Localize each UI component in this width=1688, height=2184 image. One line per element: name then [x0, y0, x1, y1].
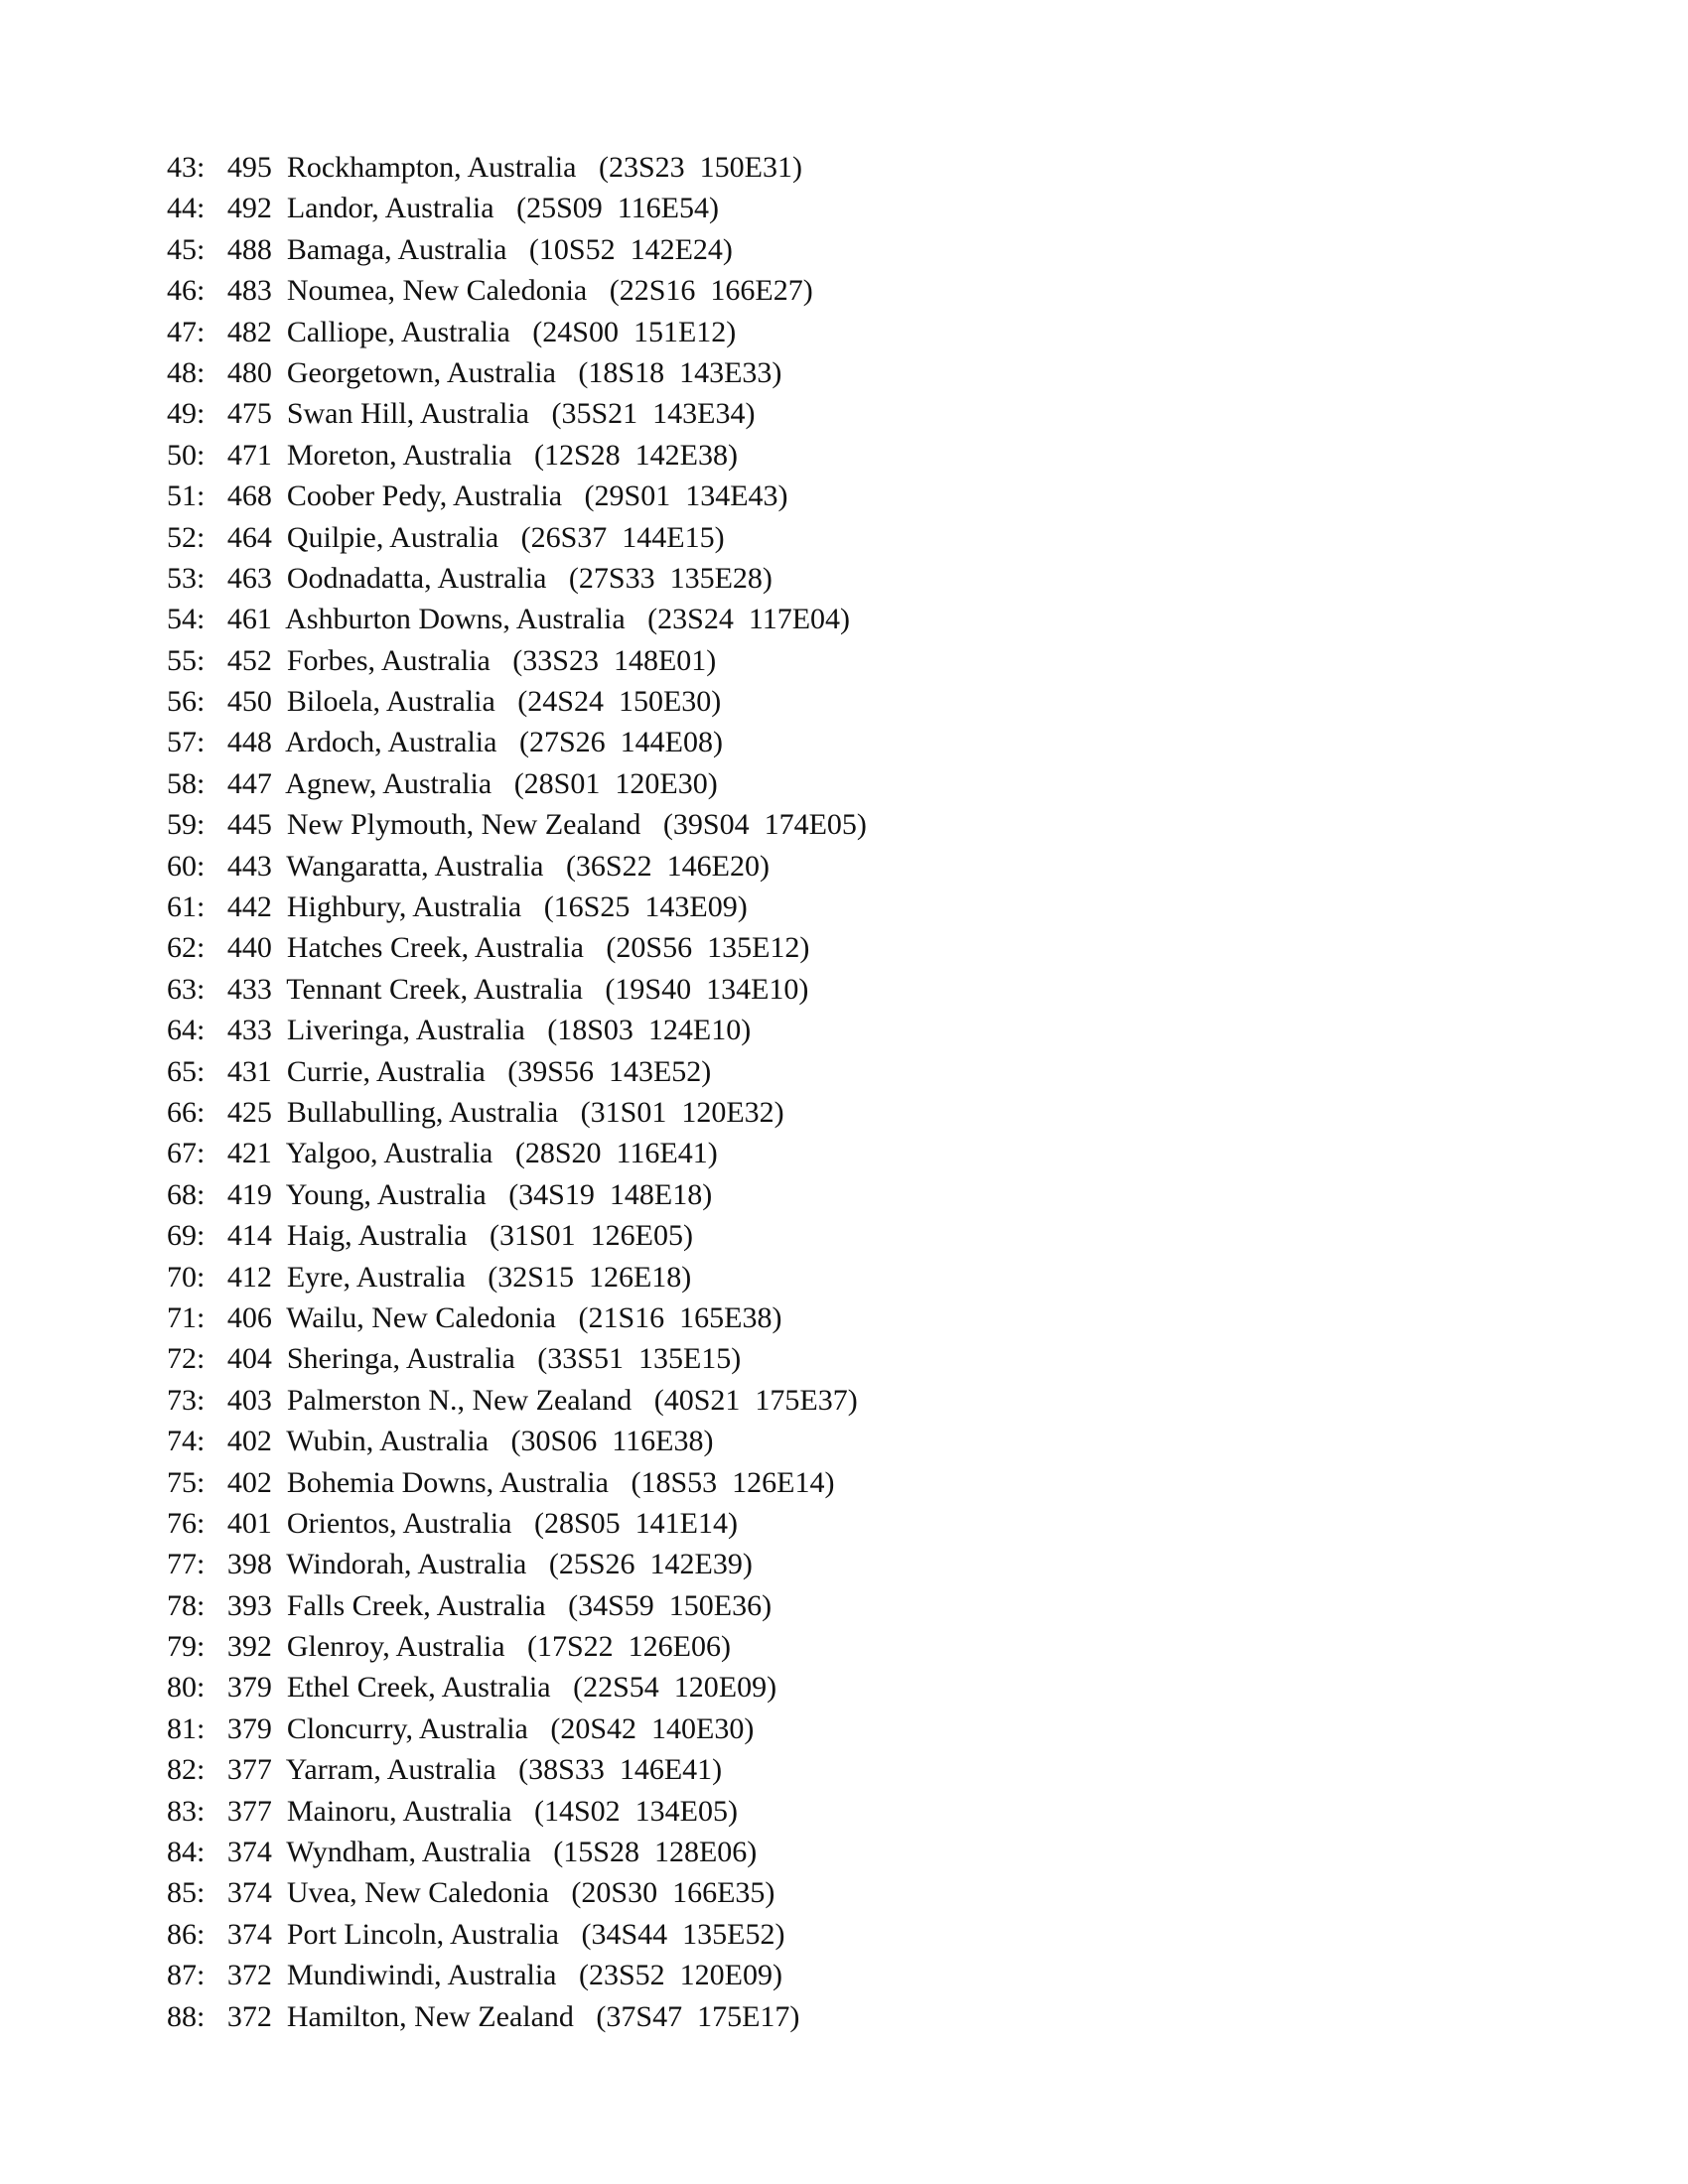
- list-item: 48: 480 Georgetown, Australia (18S18 143E33): [167, 355, 782, 389]
- list-item: 78: 393 Falls Creek, Australia (34S59 150E36): [167, 1588, 773, 1622]
- list-item: 45: 488 Bamaga, Australia (10S52 142E24): [167, 232, 733, 266]
- list-item: 59: 445 New Plymouth, New Zealand (39S04 174E05): [167, 808, 867, 842]
- location-list: [167, 147, 867, 2037]
- list-item: 61: 442 Highbury, Australia (16S25 143E09): [167, 890, 748, 924]
- list-item: 49: 475 Swan Hill, Australia (35S21 143E34): [167, 397, 756, 431]
- list-item: 43: 495 Rockhampton, Australia (23S23 150E31): [167, 151, 802, 184]
- list-item: 44: 492 Landor, Australia (25S09 116E54): [167, 192, 719, 225]
- list-item: 88: 372 Hamilton, New Zealand (37S47 175E17): [167, 1999, 800, 2033]
- list-item: 66: 425 Bullabulling, Australia (31S01 120E32): [167, 1095, 784, 1129]
- list-item: 60: 443 Wangaratta, Australia (36S22 146E20): [167, 849, 770, 883]
- list-item: 84: 374 Wyndham, Australia (15S28 128E06): [167, 1836, 758, 1869]
- list-item: 79: 392 Glenroy, Australia (17S22 126E06): [167, 1630, 731, 1664]
- list-item: 73: 403 Palmerston N., New Zealand (40S21 175E37): [167, 1383, 858, 1417]
- list-item: 57: 448 Ardoch, Australia (27S26 144E08): [167, 726, 723, 759]
- list-item: 81: 379 Cloncurry, Australia (20S42 140E30): [167, 1711, 755, 1745]
- list-item: 85: 374 Uvea, New Caledonia (20S30 166E35): [167, 1876, 775, 1910]
- list-item: 58: 447 Agnew, Australia (28S01 120E30): [167, 766, 718, 800]
- list-item: 64: 433 Liveringa, Australia (18S03 124E10): [167, 1014, 752, 1047]
- list-item: 72: 404 Sheringa, Australia (33S51 135E15): [167, 1342, 742, 1376]
- list-item: 50: 471 Moreton, Australia (12S28 142E38): [167, 438, 738, 472]
- list-item: 76: 401 Orientos, Australia (28S05 141E14): [167, 1506, 738, 1540]
- list-item: 63: 433 Tennant Creek, Australia (19S40 134E10): [167, 972, 809, 1006]
- list-item: 70: 412 Eyre, Australia (32S15 126E18): [167, 1260, 692, 1294]
- list-item: 87: 372 Mundiwindi, Australia (23S52 120E09): [167, 1959, 782, 1992]
- list-item: 74: 402 Wubin, Australia (30S06 116E38): [167, 1425, 714, 1458]
- list-item: 83: 377 Mainoru, Australia (14S02 134E05): [167, 1794, 738, 1828]
- list-item: 82: 377 Yarram, Australia (38S33 146E41): [167, 1753, 723, 1787]
- list-item: 71: 406 Wailu, New Caledonia (21S16 165E38): [167, 1300, 782, 1334]
- list-item: 55: 452 Forbes, Australia (33S23 148E01): [167, 643, 717, 677]
- list-item: 56: 450 Biloela, Australia (24S24 150E30): [167, 685, 722, 719]
- list-item: 52: 464 Quilpie, Australia (26S37 144E15): [167, 520, 725, 554]
- list-item: 46: 483 Noumea, New Caledonia (22S16 166E27): [167, 274, 813, 308]
- list-item: 54: 461 Ashburton Downs, Australia (23S24 117E04): [167, 603, 851, 636]
- list-item: 51: 468 Coober Pedy, Australia (29S01 134E43): [167, 479, 788, 513]
- list-item: 69: 414 Haig, Australia (31S01 126E05): [167, 1219, 693, 1253]
- list-item: 65: 431 Currie, Australia (39S56 143E52): [167, 1054, 712, 1088]
- list-item: 75: 402 Bohemia Downs, Australia (18S53 126E14): [167, 1465, 835, 1499]
- list-item: 80: 379 Ethel Creek, Australia (22S54 120E09): [167, 1671, 777, 1705]
- list-item: 53: 463 Oodnadatta, Australia (27S33 135E28): [167, 561, 773, 595]
- list-item: 86: 374 Port Lincoln, Australia (34S44 135E52): [167, 1917, 785, 1951]
- list-item: 67: 421 Yalgoo, Australia (28S20 116E41): [167, 1137, 718, 1170]
- list-item: 77: 398 Windorah, Australia (25S26 142E39): [167, 1548, 753, 1581]
- list-item: 47: 482 Calliope, Australia (24S00 151E12): [167, 315, 737, 348]
- list-item: 62: 440 Hatches Creek, Australia (20S56 135E12): [167, 931, 810, 965]
- list-item: 68: 419 Young, Australia (34S19 148E18): [167, 1177, 713, 1211]
